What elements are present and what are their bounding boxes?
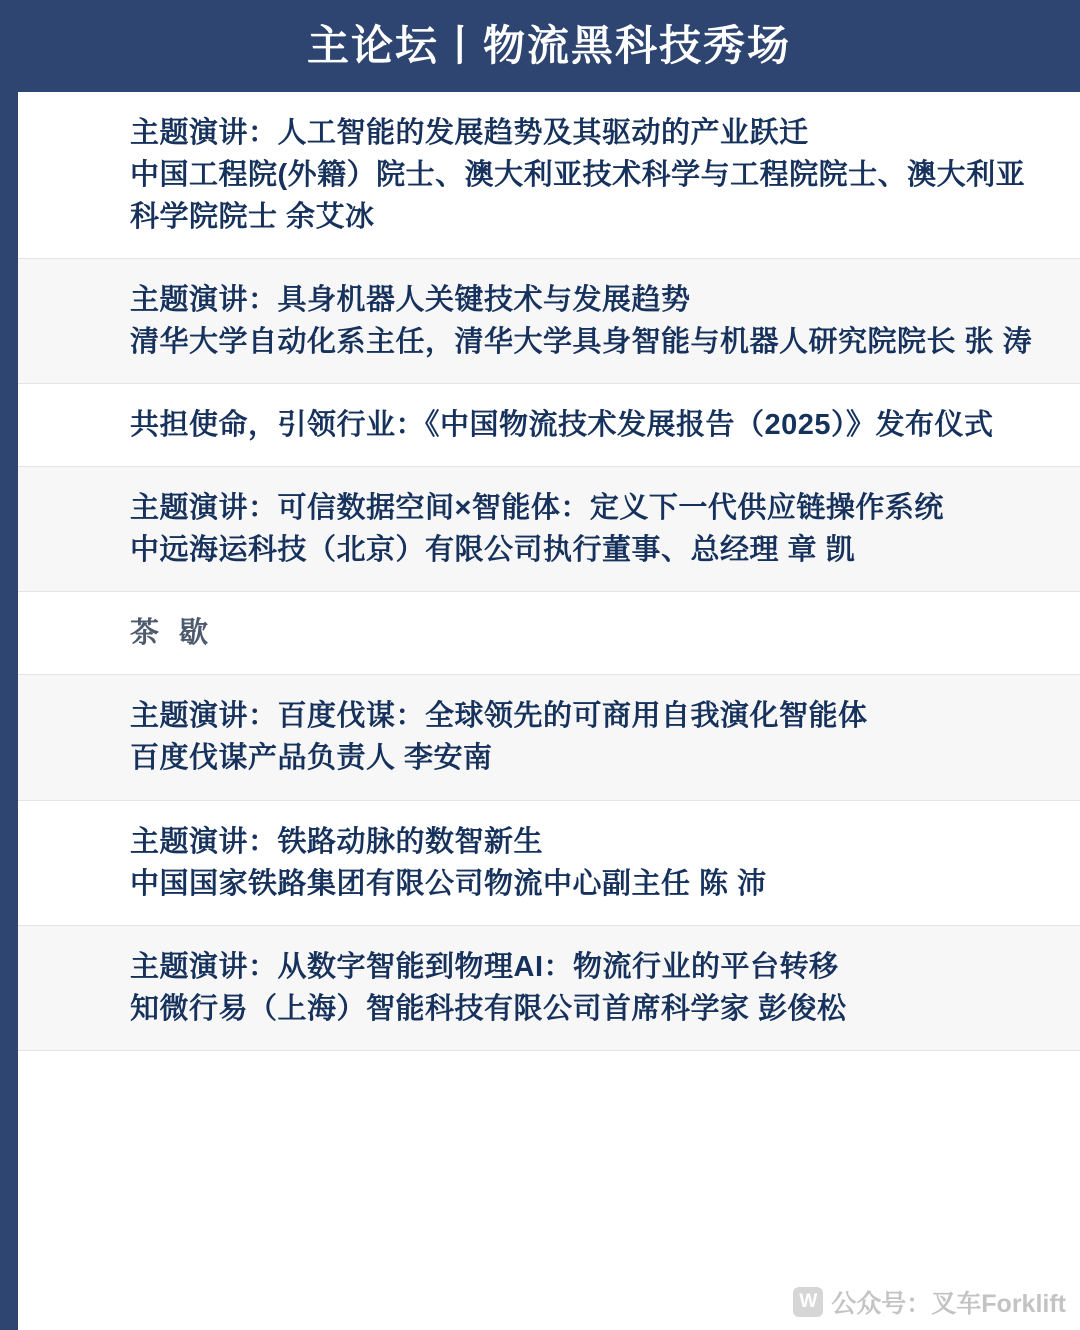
agenda-item <box>18 384 1080 467</box>
session-title: 主题演讲：可信数据空间×智能体：定义下一代供应链操作系统 <box>130 492 944 525</box>
left-accent-bar <box>0 0 18 1330</box>
session-speaker: 中远海运科技（北京）有限公司执行董事、总经理 章 凯 <box>130 534 856 567</box>
wechat-official-account-icon: W <box>793 1287 823 1317</box>
session-title: 主题演讲：具身机器人关键技术与发展趋势 <box>130 284 691 317</box>
page-title: 主论坛丨物流黑科技秀场 <box>306 22 791 69</box>
session-title: 茶 歇 <box>130 617 215 650</box>
agenda-item <box>18 801 1080 926</box>
agenda-item <box>18 675 1080 800</box>
agenda-list <box>18 92 1080 1330</box>
agenda-item <box>18 467 1080 592</box>
header-bar <box>18 0 1080 92</box>
session-title: 主题演讲：百度伐谋：全球领先的可商用自我演化智能体 <box>130 700 868 733</box>
agenda-item <box>18 926 1080 1051</box>
session-title: 主题演讲：从数字智能到物理AI：物流行业的平台转移 <box>130 950 839 983</box>
session-speaker: 中国工程院(外籍）院士、澳大利亚技术科学与工程院院士、澳大利亚科学院院士 余艾冰 <box>130 159 1026 234</box>
session-title: 共担使命，引领行业：《中国物流技术发展报告（2025）》发布仪式 <box>130 409 994 442</box>
session-speaker: 中国国家铁路集团有限公司物流中心副主任 陈 沛 <box>130 867 767 900</box>
agenda-item <box>18 92 1080 259</box>
session-title: 主题演讲：人工智能的发展趋势及其驱动的产业跃迁 <box>130 117 809 149</box>
session-speaker: 百度伐谋产品负责人 李安南 <box>130 742 493 775</box>
session-title: 主题演讲：铁路动脉的数智新生 <box>130 825 544 858</box>
agenda-item-break <box>18 592 1080 675</box>
session-speaker: 知微行易（上海）智能科技有限公司首席科学家 彭俊松 <box>130 992 847 1025</box>
watermark-label: 公众号：叉车Forklift <box>831 1290 1066 1318</box>
session-speaker: 清华大学自动化系主任，清华大学具身智能与机器人研究院院长 张 涛 <box>130 326 1033 359</box>
agenda-item <box>18 259 1080 384</box>
